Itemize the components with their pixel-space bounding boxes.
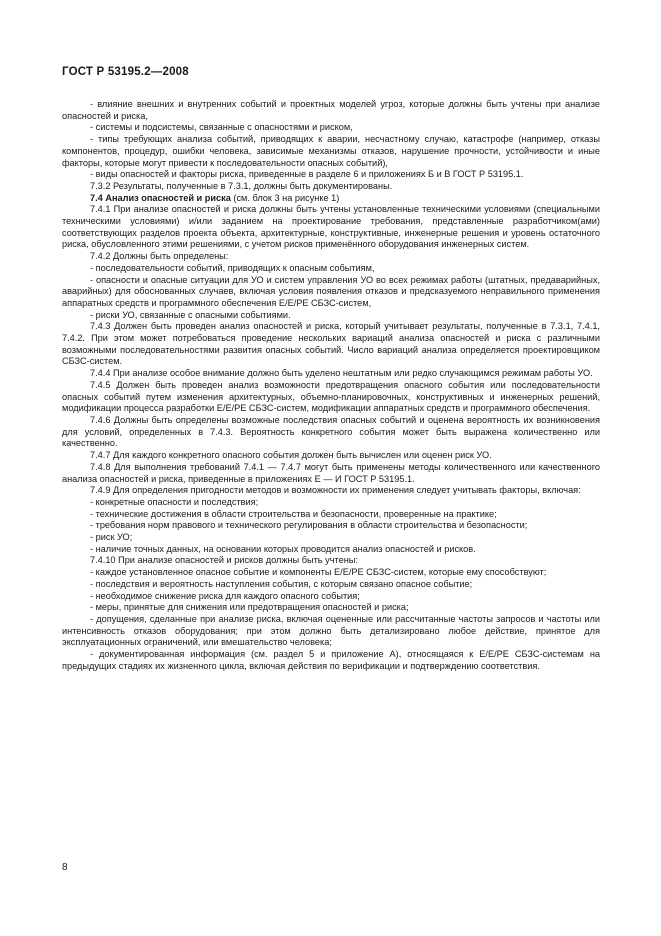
- list-item: - риск УО;: [90, 532, 133, 543]
- paragraph: 7.4.1 При анализе опасностей и риска должны быть учтены установленные техническими условиями (специальными техническими условиями) и/или заданием на проектирование требования, представленные разработчиком(ами) соответствующих разделов проекта объекта, архитектурные, конструктивные, инженерные решения и уровень остаточного риска, обусловленного этими решениями, с учетом рисков применённого оборудования инженерных систем.: [62, 204, 600, 250]
- list-item: - конкретные опасности и последствия;: [90, 496, 259, 507]
- paragraph: 7.3.2 Результаты, полученные в 7.3.1, должны быть документированы.: [90, 180, 393, 191]
- list-item: - риски УО, связанные с опасными событиями.: [90, 309, 291, 320]
- document-header: ГОСТ Р 53195.2—2008: [62, 66, 189, 78]
- paragraph: 7.4.2 Должны быть определены:: [90, 251, 229, 262]
- paragraph: 7.4.6 Должны быть определены возможные последствия опасных событий и оценена вероятность их возникновения для условий, определенных в 7.4.3. Вероятность конкретного события может быть выражена количественно или качественно.: [62, 414, 600, 449]
- paragraph: 7.4.7 Для каждого конкретного опасного события должен быть вычислен или оценен риск УО.: [90, 450, 492, 461]
- list-item: - опасности и опасные ситуации для УО и систем управления УО во всех режимах работы (штатных, предаварийных, аварийных) для обоснованных случаев, включая условия появления отказов и предсказуемого неправильного применения аппаратных средств и программного обеспечения Е/Е/РЕ СБЗС-систем,: [62, 274, 600, 308]
- paragraph: 7.4.4 При анализе особое внимание должно быть уделено нештатным или редко случающимся режимам работы УО.: [90, 368, 593, 379]
- paragraph: 7.4.9 Для определения пригодности методов и возможности их применения следует учитывать факторы, включая:: [90, 485, 581, 496]
- list-item: - меры, принятые для снижения или предотвращения опасностей и риска;: [90, 602, 409, 613]
- list-item: - последовательности событий, приводящих к опасным событиям,: [90, 262, 375, 273]
- list-item: - требования норм правового и технического регулирования в области строительства и безопасности;: [90, 520, 528, 531]
- paragraph: 7.4.10 При анализе опасностей и рисков должны быть учтены:: [90, 555, 358, 566]
- list-item: - технические достижения в области строительства и безопасности, проверенные на практике;: [90, 508, 497, 519]
- list-item: - влияние внешних и внутренних событий и проектных моделей угроз, которые должны быть учтены при анализе опасностей и риска,: [62, 99, 600, 121]
- paragraph: 7.4.8 Для выполнения требований 7.4.1 — 7.4.7 могут быть применены методы количественного или качественного анализа опасностей и риска, приведенные в приложениях Е — И ГОСТ Р 53195.1.: [62, 461, 600, 484]
- section-title: 7.4 Анализ опасностей и риска: [90, 192, 231, 203]
- paragraph: 7.4.3 Должен быть проведен анализ опасностей и риска, который учитывает результаты, полученные в 7.3.1, 7.4.1, 7.4.2. При этом может потребоваться проведение нескольких вариаций анализа опасностей и риска с различными возможными последовательностями развития опасных событий. Число вариаций анализа определяется проектировщиком СБЗС-систем.: [62, 321, 600, 367]
- list-item: - последствия и вероятность наступления события, с которым связано опасное событие;: [90, 578, 473, 589]
- list-item: - допущения, сделанные при анализе риска, включая оцененные или рассчитанные частоты запросов и частоты или интенсивность отказов оборудования; при этом должно быть детализировано любое действие, принятое для эксплуатационных ограничений, или вмешательство человека;: [62, 613, 600, 648]
- section-reference: (см. блок 3 на рисунке 1): [230, 192, 340, 203]
- paragraph: 7.4.5 Должен быть проведен анализ возможности предотвращения опасного события или последовательности опасных событий путем изменения архитектурных, объемно-планировочных, конструктивных и инженерных решений, модификации процесса разработки Е/Е/РЕ СБЗС-систем, модификации аппаратных средств и программного обеспечения.: [62, 379, 600, 414]
- section-heading: [62, 193, 600, 205]
- list-item: - каждое установленное опасное событие и компоненты Е/Е/РЕ СБЗС-систем, которые ему способствуют;: [90, 567, 547, 578]
- list-item: - системы и подсистемы, связанные с опасностями и риском,: [90, 122, 353, 133]
- list-item: - типы требующих анализа событий, приводящих к аварии, несчастному случаю, катастрофе (например, отказы компонентов, процедур, ошибки человека, зависимые механизмы отказов, нарушение прочности, устойчивости и иные факторы, которые могут привести к последовательности опасных событий),: [62, 134, 600, 168]
- list-item: - виды опасностей и факторы риска, приведенные в разделе 6 и приложениях Б и В ГОСТ Р 53195.1.: [90, 169, 524, 180]
- list-item: - документированная информация (см. раздел 5 и приложение А), относящаяся к Е/Е/РЕ СБЗС-системам на предыдущих стадиях их жизненного цикла, включая действия по верификации и подтверждению соответствия.: [62, 649, 600, 671]
- list-item: - наличие точных данных, на основании которых проводится анализ опасностей и рисков.: [90, 543, 476, 554]
- list-item: - необходимое снижение риска для каждого опасного события;: [90, 590, 360, 601]
- document-body: [62, 99, 600, 672]
- page-number: 8: [62, 862, 68, 873]
